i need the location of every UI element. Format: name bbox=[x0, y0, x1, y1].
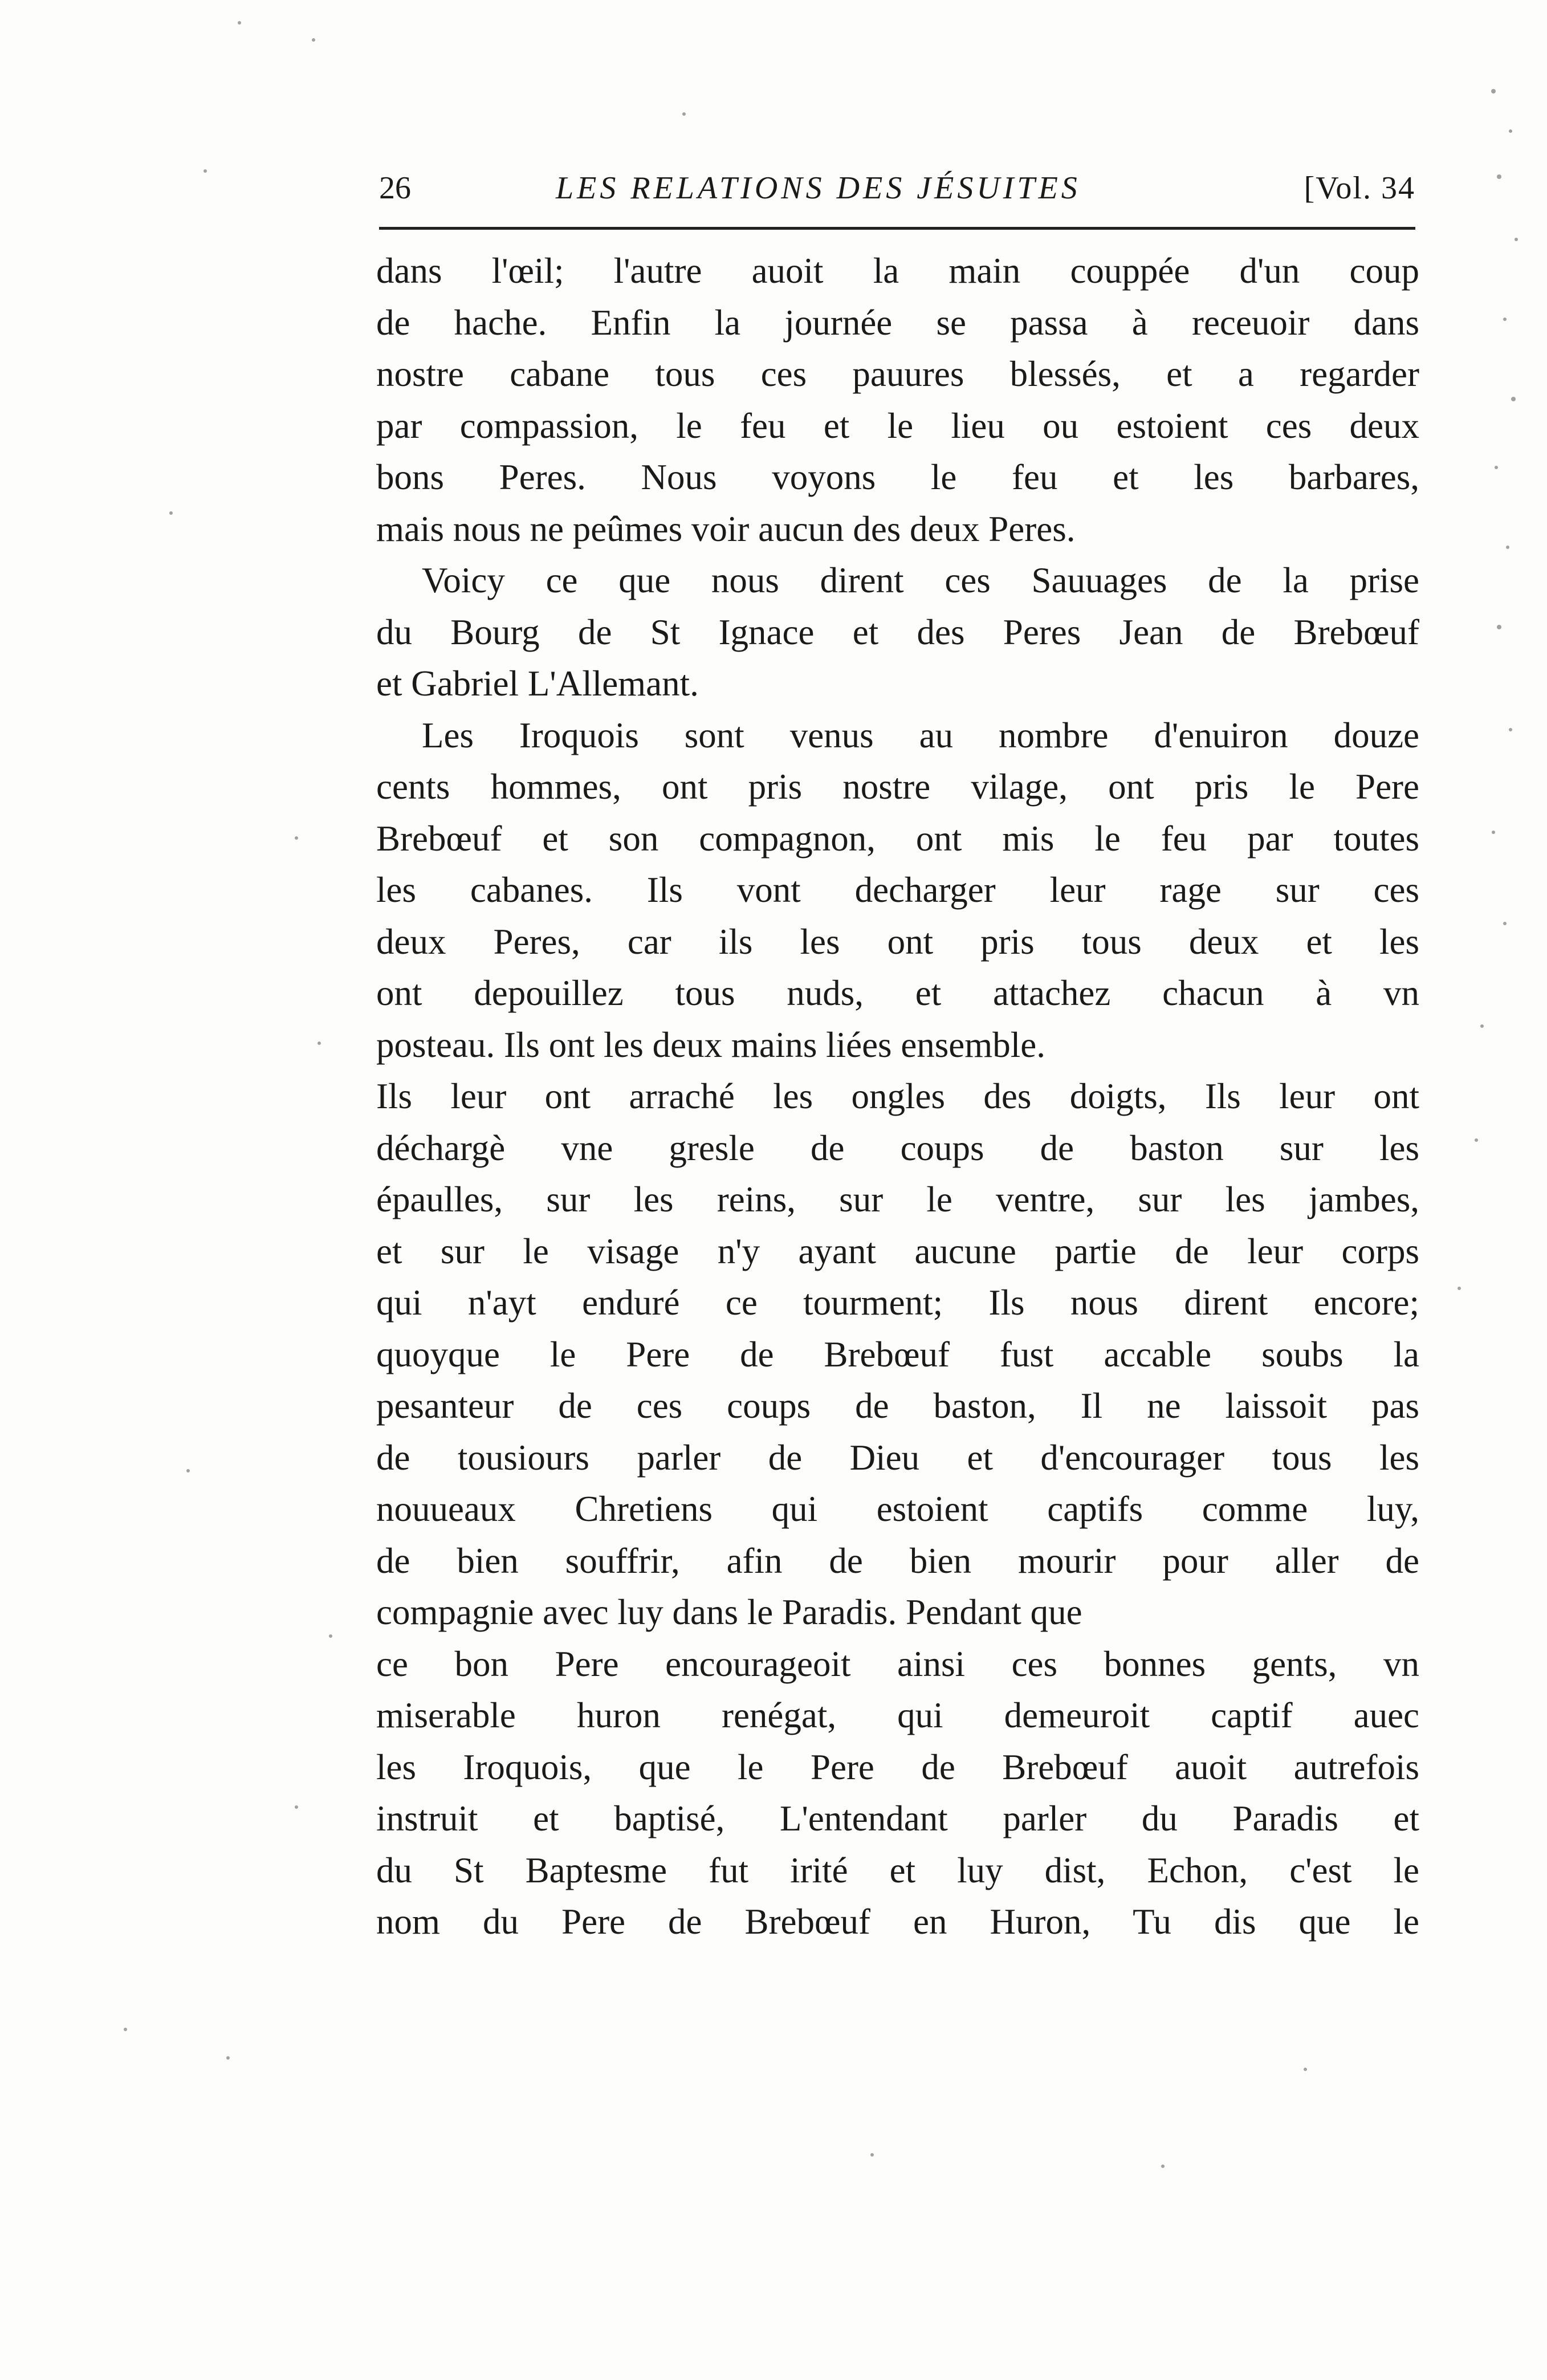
text-line: ce bon Pere encourageoit ainsi ces bonnes gents, vn bbox=[376, 1643, 1419, 1684]
text-line: quoyque le Pere de Brebœuf fust accable soubs la bbox=[376, 1334, 1419, 1374]
body-text bbox=[376, 245, 1419, 1948]
text-line: qui n'ayt enduré ce tourment; Ils nous dirent encore; bbox=[376, 1283, 1419, 1323]
text-line: du Bourg de St Ignace et des Peres Jean de Brebœuf bbox=[376, 612, 1419, 652]
text-line: par compassion, le feu et le lieu ou estoient ces deux bbox=[376, 405, 1419, 446]
text-line: les Iroquois, que le Pere de Brebœuf auoit autrefois bbox=[376, 1747, 1419, 1787]
text-line: déchargè vne gresle de coups de baston sur les bbox=[376, 1128, 1419, 1168]
text-line: épaulles, sur les reins, sur le ventre, sur les jambes, bbox=[376, 1179, 1419, 1219]
text-line: dans l'œil; l'autre auoit la main couppée d'un coup bbox=[376, 251, 1419, 291]
text-line: posteau. Ils ont les deux mains liées ensemble. bbox=[376, 1024, 1045, 1065]
text-line: ont depouillez tous nuds, et attachez chacun à vn bbox=[376, 973, 1419, 1013]
text-line: pesanteur de ces coups de baston, Il ne laissoit pas bbox=[376, 1386, 1419, 1426]
text-line: nostre cabane tous ces pauures blessés, et a regarder bbox=[376, 354, 1419, 394]
text-line: Brebœuf et son compagnon, ont mis le feu par toutes bbox=[376, 818, 1419, 859]
text-line: les cabanes. Ils vont decharger leur rage sur ces bbox=[376, 870, 1419, 910]
text-line: nouueaux Chretiens qui estoient captifs comme luy, bbox=[376, 1489, 1419, 1529]
volume-label: [Vol. 34 bbox=[1304, 170, 1415, 206]
text-line: cents hommes, ont pris nostre vilage, ont pris le Pere bbox=[376, 767, 1419, 807]
text-line: mais nous ne peûmes voir aucun des deux Peres. bbox=[376, 508, 1076, 549]
text-line: de bien souffrir, afin de bien mourir pour aller de bbox=[376, 1540, 1419, 1581]
text-line: Ils leur ont arraché les ongles des doigts, Ils leur ont bbox=[376, 1076, 1419, 1116]
running-title: LES RELATIONS DES JÉSUITES bbox=[556, 170, 1081, 206]
text-line: de tousiours parler de Dieu et d'encourager tous les bbox=[376, 1437, 1419, 1478]
text-line: miserable huron renégat, qui demeuroit captif auec bbox=[376, 1695, 1419, 1735]
text-line: Les Iroquois sont venus au nombre d'enuiron douze bbox=[422, 715, 1419, 755]
page-number: 26 bbox=[379, 170, 411, 206]
text-line: et Gabriel L'Allemant. bbox=[376, 664, 699, 703]
text-line: Voicy ce que nous dirent ces Sauuages de la prise bbox=[422, 560, 1419, 600]
header-rule bbox=[379, 227, 1415, 230]
text-line: bons Peres. Nous voyons le feu et les barbares, bbox=[376, 457, 1419, 497]
text-line: deux Peres, car ils les ont pris tous deux et les bbox=[376, 921, 1419, 962]
text-line: nom du Pere de Brebœuf en Huron, Tu dis que le bbox=[376, 1902, 1419, 1942]
text-line: et sur le visage n'y ayant aucune partie de leur corps bbox=[376, 1231, 1419, 1271]
text-line: instruit et baptisé, L'entendant parler du Paradis et bbox=[376, 1799, 1419, 1838]
text-line: de hache. Enfin la journée se passa à receuoir dans bbox=[376, 302, 1419, 343]
running-header bbox=[379, 158, 1415, 221]
text-line: compagnie avec luy dans le Paradis. Pendant que bbox=[376, 1592, 1082, 1632]
text-line: du St Baptesme fut irité et luy dist, Echon, c'est le bbox=[376, 1850, 1419, 1890]
